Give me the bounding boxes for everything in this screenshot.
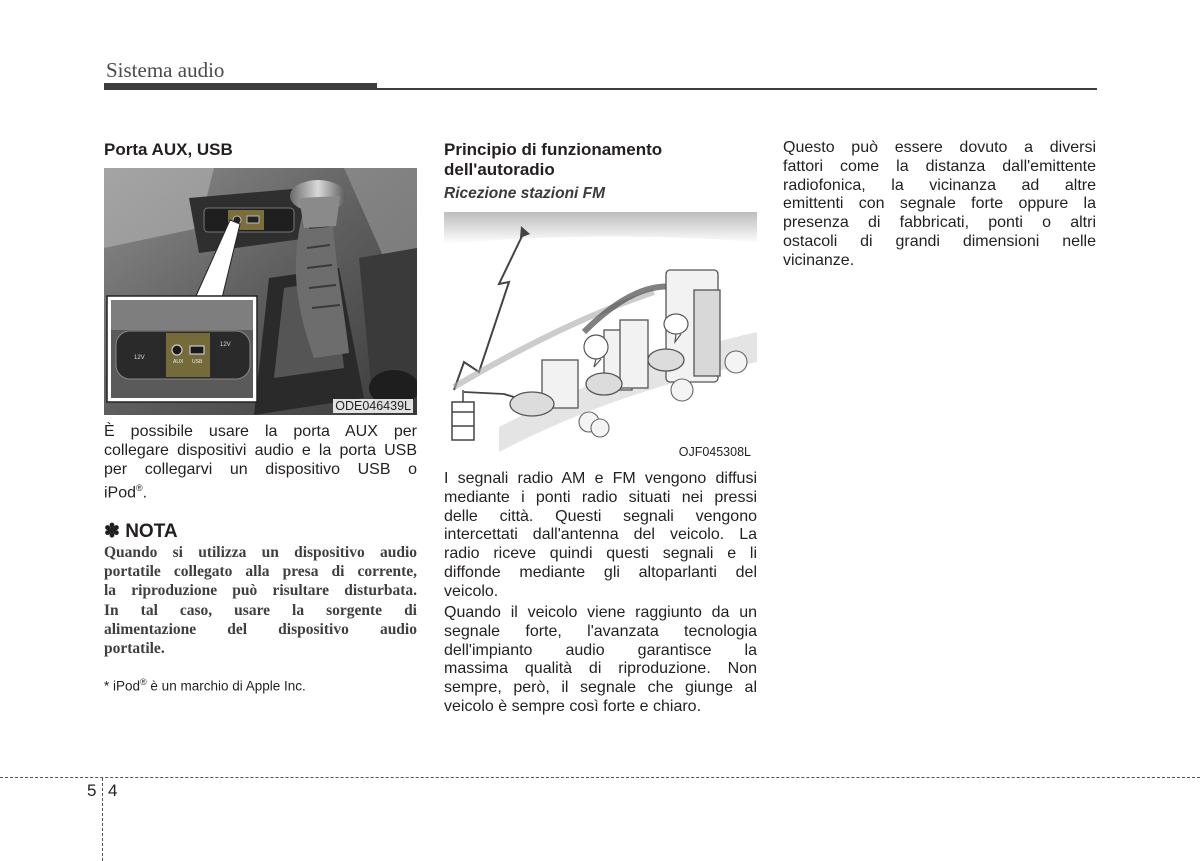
figure-aux-usb-ports xyxy=(104,168,417,415)
label-usb: USB xyxy=(192,359,203,365)
subheading-fm: Ricezione stazioni FM xyxy=(444,185,606,202)
heading-radio-principle: Principio di funzionamento dell'autoradio xyxy=(444,140,663,179)
figure-code-fm: OJF045308L xyxy=(678,445,751,459)
footnote-ipod: * iPod® è un marchio di Apple Inc. xyxy=(104,677,306,694)
section-number: 5 xyxy=(87,781,97,800)
heading-aux-usb: Porta AUX, USB xyxy=(104,140,233,159)
page-number: 4 xyxy=(108,781,118,800)
console-illustration xyxy=(104,168,417,415)
fm-paragraph-1: I segnali radio AM e FM vengono diffusi mediante i ponti radio situati nei pressi delle città. Questi segnali vengono intercettati dall'antenna del veicolo. La radio riceve quindi questi segnali e li diffonde mediante gli altoparlanti del veicolo. xyxy=(444,470,757,600)
figure-code-aux: ODE046439L xyxy=(335,399,411,413)
label-aux: AUX xyxy=(173,359,184,365)
fm-reception-illustration xyxy=(444,212,757,461)
label-12v-left: 12V xyxy=(134,355,145,361)
figure-fm-reception xyxy=(444,212,757,461)
header-rule-thick xyxy=(104,83,377,90)
nota-body: Quando si utilizza un dispositivo audio portatile collegato alla presa di corrente, la riproduzione può risultare disturbata. In tal caso, usare la sorgente di alimentazione del dispositivo audio portatile. xyxy=(104,544,417,658)
fm-paragraph-2: Quando il veicolo viene raggiunto da un segnale forte, l'avanzata tecnologia dell'impianto audio garantisce la massima qualità di riproduzione. Non sempre, però, il segnale che giunge al veicolo è sempre così forte e chiaro. xyxy=(444,604,757,715)
nota-title: ✽ NOTA xyxy=(104,521,178,542)
aux-usb-paragraph: È possibile usare la porta AUX per collegare dispositivi audio e la porta USB per collegarvi un dispositivo USB o iPod®. xyxy=(104,423,417,502)
interference-paragraph: Questo può essere dovuto a diversi fattori come la distanza dall'emittente radiofonica, la vicinanza ad altre emittenti con segnale forte oppure la presenza di fabbricati, ponti o altri ostacoli di grandi dimensioni nelle vicinanze. xyxy=(783,139,1096,269)
section-title: Sistema audio xyxy=(106,58,225,82)
label-12v-right: 12V xyxy=(220,342,231,348)
header-rule-thin xyxy=(377,88,1097,90)
footer-dashed-rule xyxy=(0,777,1200,778)
footer-dashed-divider xyxy=(102,778,103,861)
